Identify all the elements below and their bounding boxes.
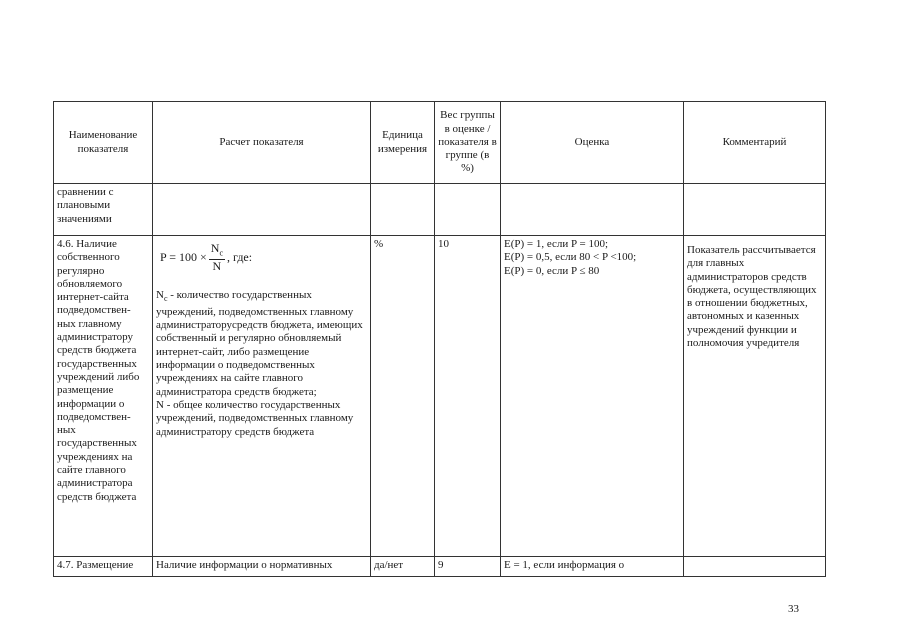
n-definition: N - общее количество государственных учреждений, подведомственных главному администратору средств бюджета xyxy=(156,398,354,438)
formula-numerator: $N_c$ xyxy=(209,242,225,260)
header-unit: Единица измерения xyxy=(371,102,435,184)
score-line: E(P) = 0, если P ≤ 80 xyxy=(504,264,600,277)
cell-weight: 10 xyxy=(435,236,501,557)
cell-score xyxy=(501,184,684,236)
header-score: Оценка xyxy=(501,102,684,184)
cell-score: E = 1, если информация о xyxy=(501,557,684,577)
formula-numerator-sub: c xyxy=(219,248,223,258)
nc-definition: $N_c$ - количество государственных учреждений, подведомственных главному администраторусредств бюджета, имеющих собственный и регулярно обновляемый интернет-сайт, либо размещение информации о подведомственных учреждениях на сайте главного администратора средств бюджета; xyxy=(156,289,363,398)
page-number: 33 xyxy=(788,603,799,615)
header-comment: Комментарий xyxy=(684,102,826,184)
formula-fraction xyxy=(209,242,225,273)
cell-unit: % xyxy=(371,236,435,557)
header-weight: Вес группы в оценке / показателя в группе (в %) xyxy=(435,102,501,184)
cell-calc xyxy=(153,184,371,236)
cell-score xyxy=(501,236,684,557)
header-name: Наименование показателя xyxy=(54,102,153,184)
formula xyxy=(160,242,367,273)
formula-lhs: P = 100 × xyxy=(160,250,207,265)
cell-comment xyxy=(684,184,826,236)
table-row xyxy=(54,184,826,236)
table-row xyxy=(54,557,826,577)
cell-comment xyxy=(684,557,826,577)
formula-denominator: N xyxy=(212,259,222,274)
cell-weight: 9 xyxy=(435,557,501,577)
table-header-row xyxy=(54,102,826,184)
cell-weight xyxy=(435,184,501,236)
formula-tail: , где: xyxy=(227,250,253,265)
header-calc: Расчет показателя xyxy=(153,102,371,184)
cell-name: 4.7. Размещение xyxy=(54,557,153,577)
indicator-table xyxy=(53,101,826,577)
table-row xyxy=(54,236,826,557)
cell-calc xyxy=(153,236,371,557)
score-line: E(P) = 1, если P = 100; xyxy=(504,238,609,250)
cell-comment: Показатель рассчитывается для главных администраторов средств бюджета, осуществляющих в отношении бюджетных, автономных и казенных учреждений функции и полномочия учредителя xyxy=(684,236,826,557)
cell-name: 4.6. Наличие собственного регулярно обновляемого интернет-сайта подведомствен-ных главному администратору средств бюджета государственных учреждений либо размещение информации о подведомствен-ных государственных учреждениях на сайте главного администратора средств бюджета xyxy=(54,236,153,557)
score-line: E(P) = 0,5, если 80 < P <100; xyxy=(504,251,637,264)
cell-unit xyxy=(371,184,435,236)
cell-calc: Наличие информации о нормативных xyxy=(153,557,371,577)
cell-unit: да/нет xyxy=(371,557,435,577)
cell-name: сравнении с плановыми значениями xyxy=(54,184,153,236)
